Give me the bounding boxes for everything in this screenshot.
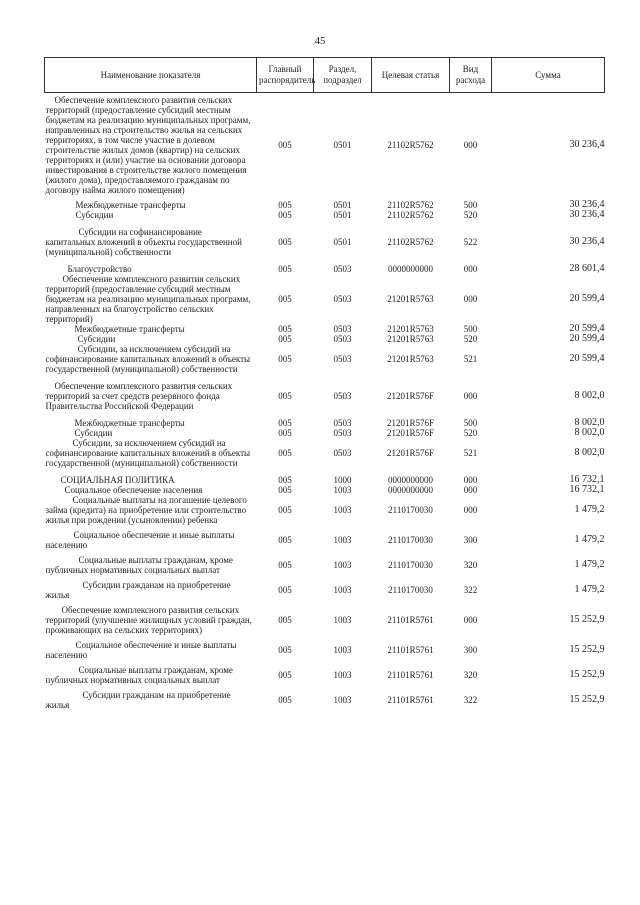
- row-manager-code: 005: [278, 475, 292, 485]
- row-amount: 15 252,9: [569, 644, 605, 655]
- row-target-code: 21201R576F: [386, 391, 434, 401]
- row-amount: 20 599,4: [569, 293, 605, 304]
- row-target-code: 21102R5762: [387, 140, 434, 150]
- row-expense-type: 500: [463, 418, 478, 428]
- row-target-code: 21102R5762: [387, 200, 434, 210]
- table-row: [45, 530, 605, 550]
- row-name: Социальные выплаты гражданам, кроме публичных нормативных социальных выплат: [45, 555, 233, 575]
- row-amount: 16 732,1: [569, 474, 605, 485]
- table-header: [45, 58, 605, 93]
- row-name: Социальное обеспечение и иные выплаты населению: [45, 530, 235, 550]
- row-amount: 8 002,0: [574, 417, 605, 428]
- budget-table: [44, 57, 605, 710]
- row-expense-type: 320: [463, 560, 478, 570]
- row-name: Субсидии, за исключением субсидий на софинансирование капитальных вложений в объекты государственной (муниципальной) собственности: [45, 438, 251, 468]
- table-row: [45, 324, 605, 334]
- row-amount: 15 252,9: [569, 614, 605, 625]
- row-section-code: 1003: [333, 535, 352, 545]
- row-target-code: 21101R5761: [387, 615, 434, 625]
- row-expense-type: 322: [463, 695, 478, 705]
- table-row: [45, 344, 605, 374]
- row-amount: 30 236,4: [569, 236, 605, 247]
- column-header-name: Наименование показателя: [45, 58, 257, 93]
- row-name: Межбюджетные трансферты: [74, 324, 185, 334]
- row-spacer: [45, 468, 605, 475]
- row-target-code: 0000000000: [388, 264, 433, 274]
- row-target-code: 21201R5763: [387, 354, 434, 364]
- row-section-code: 0503: [333, 354, 352, 364]
- row-spacer: [45, 411, 605, 418]
- row-expense-type: 000: [463, 264, 478, 274]
- row-manager-code: 005: [278, 391, 292, 401]
- table-row: [45, 665, 605, 685]
- row-name: Обеспечение комплексного развития сельских территорий (предоставление субсидий местным бюджетам на реализацию муниципальных программ, направленных на строительство жилья на сельских территориях, в том числе участие в долевом строительстве жилых домов (квартир) на сельских территориях и (или) участие на основании договора инвестирования в строительстве жилого помещения (жилого дома), предоставляемого гражданам по договору найма жилого помещения): [45, 95, 251, 195]
- row-target-code: 21201R576F: [386, 448, 434, 458]
- row-amount: 16 732,1: [569, 484, 605, 495]
- row-section-code: 0503: [333, 324, 352, 334]
- table-row: [45, 428, 605, 438]
- row-name: Обеспечение комплексного развития сельских территорий (улучшение жилищных условий граждан, проживающих на сельских территориях): [45, 605, 252, 635]
- row-amount: 20 599,4: [569, 353, 605, 364]
- row-manager-code: 005: [278, 294, 292, 304]
- row-name: Благоустройство: [67, 264, 132, 274]
- table-row: [45, 93, 605, 196]
- row-section-code: 1003: [333, 695, 352, 705]
- row-manager-code: 005: [278, 645, 292, 655]
- row-expense-type: 000: [463, 505, 478, 515]
- row-manager-code: 005: [278, 334, 292, 344]
- column-header-amount: Сумма: [492, 58, 605, 93]
- row-spacer-cell: [45, 468, 605, 475]
- row-amount: 15 252,9: [569, 694, 605, 705]
- table-row: [45, 227, 605, 257]
- row-section-code: 0503: [333, 418, 352, 428]
- row-amount: 28 601,4: [569, 263, 605, 274]
- row-name: Социальное обеспечение и иные выплаты населению: [45, 640, 237, 660]
- row-expense-type: 521: [463, 354, 478, 364]
- row-expense-type: 000: [463, 391, 478, 401]
- row-section-code: 1003: [333, 505, 352, 515]
- row-manager-code: 005: [278, 560, 292, 570]
- row-section-code: 0501: [333, 237, 352, 247]
- row-target-code: 21201R5763: [387, 324, 434, 334]
- row-section-code: 1003: [333, 585, 352, 595]
- row-expense-type: 520: [463, 210, 478, 220]
- table-row: [45, 210, 605, 220]
- row-section-code: 1003: [333, 485, 352, 495]
- row-name: Субсидии, за исключением субсидий на софинансирование капитальных вложений в объекты государственной (муниципальной) собственности: [45, 344, 251, 374]
- row-expense-type: 000: [463, 140, 478, 150]
- row-target-code: 2110170030: [388, 585, 433, 595]
- row-name: Субсидии: [75, 210, 114, 220]
- page-number: 45: [314, 36, 326, 47]
- row-expense-type: 322: [463, 585, 478, 595]
- row-amount: 30 236,4: [569, 139, 605, 150]
- row-name: СОЦИАЛЬНАЯ ПОЛИТИКА: [60, 475, 175, 485]
- column-header-manager: Главный распорядитель: [257, 58, 314, 93]
- row-amount: 8 002,0: [574, 427, 605, 438]
- row-manager-code: 005: [278, 535, 292, 545]
- row-manager-code: 005: [278, 670, 292, 680]
- row-spacer-cell: [45, 374, 605, 381]
- row-expense-type: 300: [463, 535, 478, 545]
- row-target-code: 21102R5762: [387, 210, 434, 220]
- row-amount: 8 002,0: [574, 447, 605, 458]
- row-name: Социальное обеспечение населения: [64, 485, 203, 495]
- row-manager-code: 005: [278, 428, 292, 438]
- row-manager-code: 005: [278, 418, 292, 428]
- row-spacer: [45, 257, 605, 264]
- row-expense-type: 000: [463, 615, 478, 625]
- table-row: [45, 555, 605, 575]
- table-row: [45, 381, 605, 411]
- column-header-target: Целевая статья: [372, 58, 450, 93]
- row-name: Обеспечение комплексного развития сельских территорий (предоставление субсидий местным бюджетам на реализацию муниципальных программ, направленных на благоустройство сельских территорий): [45, 274, 251, 324]
- row-section-code: 0501: [333, 200, 352, 210]
- row-manager-code: 005: [278, 237, 292, 247]
- table-row: [45, 605, 605, 635]
- column-header-section: Раздел, подраздел: [314, 58, 372, 93]
- table-row: [45, 690, 605, 710]
- row-amount: 1 479,2: [574, 559, 605, 570]
- column-header-type: Вид расхода: [450, 58, 492, 93]
- row-name: Социальные выплаты на погашение целевого займа (кредита) на приобретение или строительство жилья при рождении (усыновлении) ребенка: [45, 495, 247, 525]
- row-section-code: 0501: [333, 210, 352, 220]
- row-amount: 30 236,4: [569, 209, 605, 220]
- row-manager-code: 005: [278, 615, 292, 625]
- row-expense-type: 000: [463, 294, 478, 304]
- row-section-code: 1003: [333, 615, 352, 625]
- table-row: [45, 334, 605, 344]
- table-row: [45, 200, 605, 210]
- row-amount: 1 479,2: [574, 534, 605, 545]
- row-target-code: 21102R5762: [387, 237, 434, 247]
- row-name: Межбюджетные трансферты: [75, 200, 186, 210]
- row-spacer: [45, 220, 605, 227]
- row-spacer: [45, 374, 605, 381]
- row-manager-code: 005: [278, 210, 292, 220]
- row-expense-type: 000: [463, 475, 478, 485]
- table-row: [45, 274, 605, 324]
- row-target-code: 21201R5763: [387, 294, 434, 304]
- row-section-code: 1003: [333, 670, 352, 680]
- row-expense-type: 500: [463, 324, 478, 334]
- row-manager-code: 005: [278, 354, 292, 364]
- row-target-code: 0000000000: [388, 485, 433, 495]
- row-section-code: 0503: [333, 428, 352, 438]
- row-name: Субсидии на софинансирование капитальных вложений в объекты государственной (муниципальной) собственности: [45, 227, 242, 257]
- row-target-code: 21101R5761: [387, 695, 434, 705]
- row-target-code: 2110170030: [388, 505, 433, 515]
- row-target-code: 21201R576F: [386, 428, 434, 438]
- table-row: [45, 418, 605, 428]
- row-section-code: 0501: [333, 140, 352, 150]
- row-manager-code: 005: [278, 585, 292, 595]
- table-row: [45, 640, 605, 660]
- row-target-code: 2110170030: [388, 560, 433, 570]
- row-name: Субсидии гражданам на приобретение жилья: [45, 690, 231, 710]
- row-amount: 1 479,2: [574, 504, 605, 515]
- row-section-code: 0503: [333, 448, 352, 458]
- row-spacer-cell: [45, 220, 605, 227]
- row-amount: 20 599,4: [569, 333, 605, 344]
- row-expense-type: 520: [463, 428, 478, 438]
- row-manager-code: 005: [278, 324, 292, 334]
- table-row: [45, 580, 605, 600]
- row-target-code: 0000000000: [388, 475, 433, 485]
- row-target-code: 21201R576F: [386, 418, 434, 428]
- row-manager-code: 005: [278, 505, 292, 515]
- row-name: Субсидии: [77, 334, 116, 344]
- row-manager-code: 005: [278, 200, 292, 210]
- row-manager-code: 005: [278, 264, 292, 274]
- row-manager-code: 005: [278, 448, 292, 458]
- row-section-code: 1003: [333, 560, 352, 570]
- row-spacer-cell: [45, 257, 605, 264]
- row-amount: 30 236,4: [569, 199, 605, 210]
- row-manager-code: 005: [278, 140, 292, 150]
- row-name: Межбюджетные трансферты: [74, 418, 185, 428]
- row-manager-code: 005: [278, 485, 292, 495]
- row-amount: 15 252,9: [569, 669, 605, 680]
- row-name: Субсидии: [74, 428, 113, 438]
- row-target-code: 21201R5763: [387, 334, 434, 344]
- table-row: [45, 485, 605, 495]
- row-expense-type: 000: [463, 485, 478, 495]
- row-section-code: 0503: [333, 391, 352, 401]
- row-expense-type: 520: [463, 334, 478, 344]
- row-amount: 1 479,2: [574, 584, 605, 595]
- row-section-code: 0503: [333, 334, 352, 344]
- row-name: Социальные выплаты гражданам, кроме публичных нормативных социальных выплат: [45, 665, 233, 685]
- row-spacer-cell: [45, 411, 605, 418]
- table-row: [45, 264, 605, 274]
- row-section-code: 1000: [333, 475, 352, 485]
- table-row: [45, 495, 605, 525]
- row-section-code: 0503: [333, 294, 352, 304]
- row-expense-type: 320: [463, 670, 478, 680]
- row-manager-code: 005: [278, 695, 292, 705]
- row-section-code: 0503: [333, 264, 352, 274]
- row-expense-type: 500: [463, 200, 478, 210]
- row-amount: 20 599,4: [569, 323, 605, 334]
- row-expense-type: 300: [463, 645, 478, 655]
- row-amount: 8 002,0: [574, 390, 605, 401]
- row-target-code: 21101R5761: [387, 670, 434, 680]
- row-name: Субсидии гражданам на приобретение жилья: [45, 580, 231, 600]
- row-target-code: 2110170030: [388, 535, 433, 545]
- row-section-code: 1003: [333, 645, 352, 655]
- table-row: [45, 475, 605, 485]
- row-expense-type: 522: [463, 237, 478, 247]
- row-target-code: 21101R5761: [387, 645, 434, 655]
- row-expense-type: 521: [463, 448, 478, 458]
- row-name: Обеспечение комплексного развития сельских территорий за счет средств резервного фонда Правительства Российской Федерации: [45, 381, 233, 411]
- table-row: [45, 438, 605, 468]
